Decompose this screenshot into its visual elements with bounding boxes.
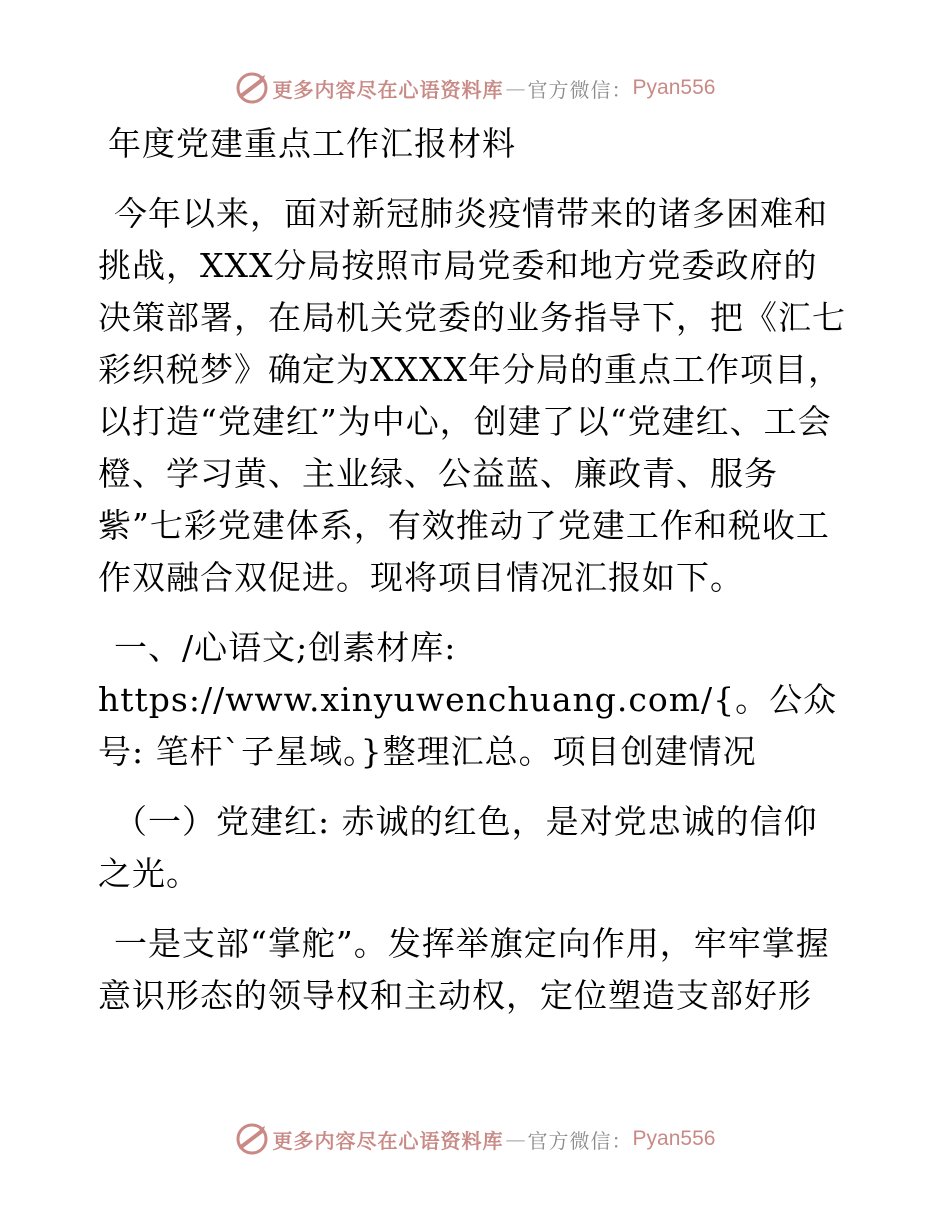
brand-logo-icon (235, 1122, 269, 1156)
footer-watermark (0, 1119, 950, 1159)
brand-logo-icon (235, 71, 269, 105)
paragraph-intro: 今年以来，面对新冠肺炎疫情带来的诸多困难和挑战，XXX分局按照市局党委和地方党委政府的决策部署，在局机关党委的业务指导下，把《汇七彩织税梦》确定为XXXX年分局的重点工作项目，以打造“党建红”为中心，创建了以“党建红、工会橙、学习黄、主业绿、公益蓝、廉政青、服务紫”七彩党建体系，有效推动了党建工作和税收工作双融合双促进。现将项目情况汇报如下。 (98, 194, 846, 597)
watermark-account: Pyan556 (632, 76, 716, 99)
watermark-brand-text: 更多内容尽在心语资料库 (272, 1128, 504, 1153)
watermark-account: Pyan556 (632, 1127, 716, 1150)
header-watermark (0, 68, 950, 108)
watermark-wechat-label: 官方微信： (527, 77, 633, 102)
document-title: 年度党建重点工作汇报材料 (108, 124, 516, 163)
paragraph-section-one: 一、/心语文;创素材库: https://www.xinyuwenchuang.com/{。公众号: 笔杆`子星域。}整理汇总。项目创建情况 (98, 628, 838, 771)
watermark-brand-text: 更多内容尽在心语资料库 (272, 77, 504, 102)
watermark-separator: — (505, 76, 526, 100)
paragraph-subsection-red: （一）党建红: 赤诚的红色，是对党忠诚的信仰之光。 (98, 802, 818, 893)
document-body (98, 118, 850, 1040)
watermark-separator: — (505, 1127, 526, 1151)
watermark-wechat-label: 官方微信： (527, 1128, 633, 1153)
paragraph-branch-steering: 一是支部“掌舵”。发挥举旗定向作用，牢牢掌握意识形态的领导权和主动权，定位塑造支部好形 (98, 924, 830, 1015)
